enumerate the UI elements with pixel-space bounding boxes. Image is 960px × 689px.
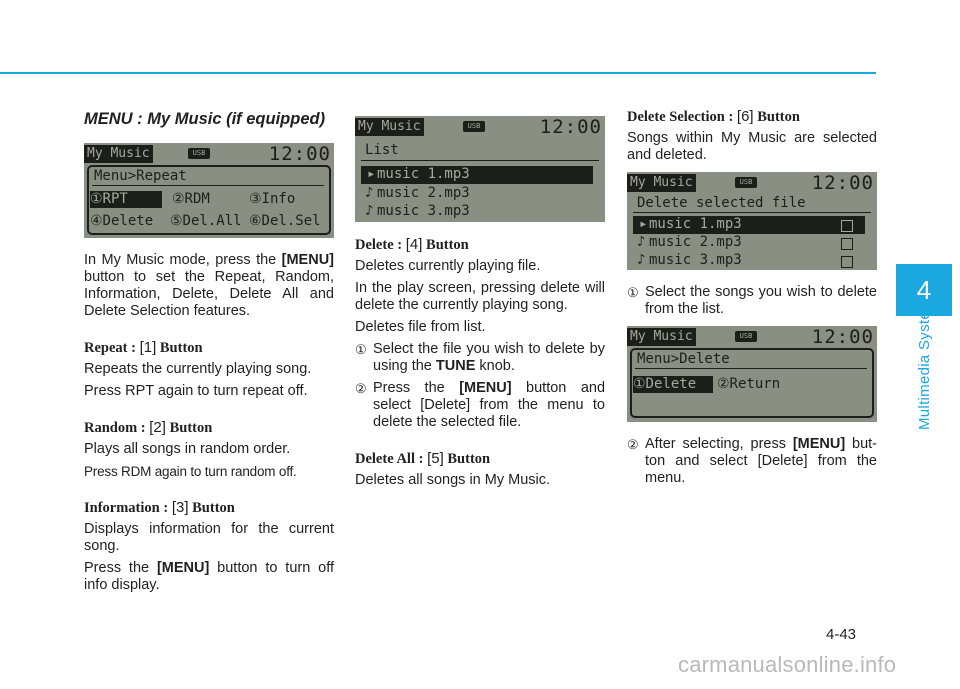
checkbox-icon[interactable]	[841, 238, 853, 250]
menu-key: [MENU]	[156, 560, 210, 576]
lcd-item-del-sel[interactable]: ⑥Del.Sel	[249, 213, 321, 229]
lcd-clock: 12:00	[811, 172, 874, 194]
column-1	[84, 108, 334, 599]
lcd-divider	[92, 185, 324, 186]
lcd-status-bar	[84, 143, 334, 165]
repeat-text-2: Press RPT again to turn repeat off.	[84, 383, 308, 399]
lcd-delete-selected	[627, 172, 877, 270]
delete-step-2: ② Press the [MENU] button and select [Delete] from the menu to delete the selected file.	[355, 380, 606, 430]
page-number: 4-43	[826, 626, 857, 643]
lcd-status-bar	[627, 326, 877, 348]
chapter-label: Multimedia System	[916, 298, 933, 430]
checkbox-icon[interactable]	[841, 256, 853, 268]
music-note-icon: ♪	[365, 203, 374, 219]
lcd-clock: 12:00	[539, 116, 602, 138]
delete-text-3: Deletes file from list.	[355, 319, 486, 335]
delete-heading: Delete : [4] Button	[355, 236, 469, 253]
lcd-repeat-menu	[84, 143, 334, 238]
watermark: carmanualsonline.info	[678, 652, 897, 677]
lcd-clock: 12:00	[811, 326, 874, 348]
column-2	[355, 108, 605, 494]
checkbox-icon[interactable]	[841, 220, 853, 232]
lcd-song-1[interactable]: music 1.mp3	[377, 166, 470, 182]
delete-selection-text: Songs within My Music are selected and deleted.	[627, 130, 877, 163]
random-heading: Random : [2] Button	[84, 419, 213, 436]
play-arrow-icon: ▸	[639, 216, 648, 232]
delete-all-heading: Delete All : [5] Button	[355, 450, 491, 467]
lcd-list-title: List	[365, 142, 399, 158]
info-text-2: Press the [MENU] button to turn off info display.	[84, 560, 335, 593]
delete-text-2: In the play screen, pressing delete will delete the currently playing song.	[355, 280, 605, 313]
lcd-status-bar	[355, 116, 605, 138]
repeat-heading: Repeat : [1] Button	[84, 339, 203, 356]
header-rule	[0, 72, 876, 74]
lcd-item-rdm[interactable]: ②RDM	[172, 191, 210, 207]
menu-title: MENU : My Music (if equipped)	[84, 110, 326, 128]
lcd-song-2[interactable]: music 2.mp3	[649, 234, 742, 250]
play-arrow-icon: ▸	[367, 166, 376, 182]
delsel-step-1: ① Select the songs you wish to delete from the list.	[627, 284, 877, 317]
lcd-item-del-all[interactable]: ⑤Del.All	[170, 213, 242, 229]
information-heading: Information : [3] Button	[84, 499, 235, 516]
random-text-1: Plays all songs in random order.	[84, 441, 291, 457]
delete-all-text: Deletes all songs in My Music.	[355, 472, 551, 488]
lcd-status-bar	[627, 172, 877, 194]
tune-key: TUNE	[435, 358, 476, 374]
lcd-delete-title: Delete selected file	[637, 195, 806, 211]
menu-key: [MENU]	[281, 252, 334, 268]
lcd-item-delete[interactable]: ①Delete	[633, 376, 713, 393]
lcd-song-3[interactable]: music 3.mp3	[649, 252, 742, 268]
menu-key: [MENU]	[459, 380, 512, 396]
lcd-app-label: My Music	[84, 145, 153, 163]
music-note-icon: ♪	[365, 185, 374, 201]
lcd-list	[355, 116, 605, 222]
usb-icon: USB	[463, 121, 485, 132]
delete-step-1: ① Select the file you wish to delete by using the TUNE knob.	[355, 341, 605, 374]
info-text-1: Displays information for the current song.	[84, 521, 334, 554]
usb-icon: USB	[735, 177, 757, 188]
random-text-2: Press RDM again to turn random off.	[84, 464, 297, 479]
lcd-app-label: My Music	[355, 118, 424, 136]
music-note-icon: ♪	[637, 234, 646, 250]
lcd-delete-menu	[627, 326, 877, 422]
lcd-item-rpt[interactable]: ①RPT	[90, 191, 162, 208]
lcd-divider	[633, 212, 871, 213]
lcd-menu-title: Menu>Repeat	[94, 168, 187, 184]
lcd-song-3[interactable]: music 3.mp3	[377, 203, 470, 219]
lcd-app-label: My Music	[627, 174, 696, 192]
intro-paragraph: In My Music mode, press the [MENU] button to set the Repeat, Random, Information, Delete, Delete All and Delete Selection features.	[84, 252, 334, 319]
delsel-step-2: ② After selecting, press [MENU] but- ton and select [Delete] from the menu.	[627, 436, 877, 486]
delete-text-1: Deletes currently playing file.	[355, 258, 541, 274]
lcd-divider	[635, 368, 867, 369]
lcd-item-return[interactable]: ②Return	[717, 376, 781, 392]
chapter-number: 4	[916, 274, 932, 305]
repeat-text-1: Repeats the currently playing song.	[84, 361, 312, 377]
menu-key: [MENU]	[792, 436, 846, 452]
lcd-song-2[interactable]: music 2.mp3	[377, 185, 470, 201]
usb-icon: USB	[735, 331, 757, 342]
music-note-icon: ♪	[637, 252, 646, 268]
lcd-divider	[361, 160, 599, 161]
delete-selection-heading: Delete Selection : [6] Button	[627, 108, 800, 125]
lcd-clock: 12:00	[268, 143, 331, 165]
lcd-item-info[interactable]: ③Info	[249, 191, 296, 207]
lcd-item-delete[interactable]: ④Delete	[90, 213, 154, 229]
column-3	[627, 108, 877, 492]
usb-icon: USB	[188, 148, 210, 159]
lcd-menu-title: Menu>Delete	[637, 351, 730, 367]
lcd-song-1[interactable]: music 1.mp3	[649, 216, 742, 232]
lcd-app-label: My Music	[627, 328, 696, 346]
